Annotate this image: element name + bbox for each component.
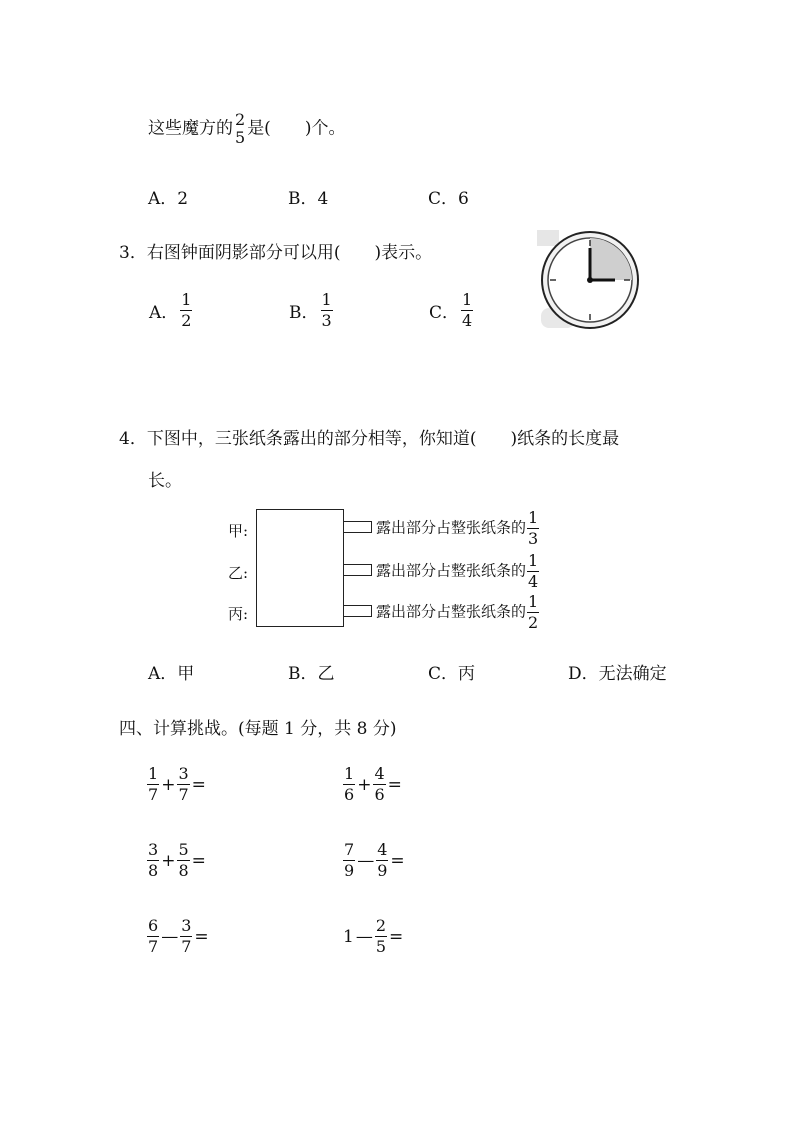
strip-exposed-yi xyxy=(344,564,372,576)
strip-note-bing: 露出部分占整张纸条的 $\frac{1}{2}$ xyxy=(376,592,539,632)
question-text: 下图中，三张纸条露出的部分相等，你知道( )纸条的长度最 xyxy=(146,429,620,449)
prev-option-a[interactable]: A．2 xyxy=(148,189,189,209)
strip-fraction: $\frac{1}{4}$ xyxy=(528,551,539,591)
q4-option-b[interactable]: B．乙 xyxy=(288,664,335,684)
strip-fraction: $\frac{1}{3}$ xyxy=(528,508,539,548)
strip-label-bing: 丙: xyxy=(228,605,249,623)
question-4-stem-line2: 长。 xyxy=(148,471,182,491)
q4-option-a[interactable]: A．甲 xyxy=(148,664,195,684)
stem-text-after: 是( )个。 xyxy=(247,118,346,139)
strip-note-yi: 露出部分占整张纸条的 $\frac{1}{4}$ xyxy=(376,551,539,591)
stem-text-before: 这些魔方的 xyxy=(148,118,233,139)
fraction-two-fifths: 2 5 xyxy=(235,110,246,147)
section-4-title: 四、计算挑战。(每题 1 分，共 8 分) xyxy=(119,719,397,739)
q4-option-c[interactable]: C．丙 xyxy=(428,664,476,684)
option-fraction: $\frac{1}{2}$ xyxy=(181,290,192,330)
q3-option-c[interactable]: C． $\frac{1}{4}$ xyxy=(429,290,473,330)
cover-box xyxy=(256,509,344,627)
strip-note-jia: 露出部分占整张纸条的 $\frac{1}{3}$ xyxy=(376,508,539,548)
calc-problem-r2c2: $\frac{7}{9}$ — $\frac{4}{9}$ = xyxy=(344,840,405,880)
prev-option-c[interactable]: C．6 xyxy=(428,189,469,209)
q3-option-b[interactable]: B． $\frac{1}{3}$ xyxy=(289,290,332,330)
prev-option-b[interactable]: B．4 xyxy=(288,189,329,209)
strip-exposed-jia xyxy=(344,521,372,533)
q3-option-a[interactable]: A． $\frac{1}{2}$ xyxy=(149,290,192,330)
option-fraction: $\frac{1}{4}$ xyxy=(462,290,473,330)
question-4-stem-line1 xyxy=(119,424,619,449)
clock-center xyxy=(587,277,593,283)
clock-icon xyxy=(535,228,647,336)
calc-problem-r1c2: $\frac{1}{6}$ + $\frac{4}{6}$ = xyxy=(344,764,402,804)
option-fraction: $\frac{1}{3}$ xyxy=(321,290,332,330)
calc-problem-r2c1: $\frac{3}{8}$ + $\frac{5}{8}$ = xyxy=(148,840,206,880)
strip-fraction: $\frac{1}{2}$ xyxy=(528,592,539,632)
question-3-stem xyxy=(119,238,432,263)
calc-problem-r3c1: $\frac{6}{7}$ — $\frac{3}{7}$ = xyxy=(148,916,209,956)
prev-question-stem xyxy=(148,112,345,146)
question-text: 右图钟面阴影部分可以用( )表示。 xyxy=(146,243,433,263)
clock-shaded-sector xyxy=(590,238,632,280)
strip-exposed-bing xyxy=(344,605,372,617)
calc-problem-r1c1: $\frac{1}{7}$ + $\frac{3}{7}$ = xyxy=(148,764,206,804)
strip-label-jia: 甲: xyxy=(228,522,249,540)
clock-bg-patch xyxy=(537,230,559,246)
strip-label-yi: 乙: xyxy=(228,564,249,582)
q4-option-d[interactable]: D．无法确定 xyxy=(568,664,667,684)
calc-problem-r3c2: 1 — $\frac{2}{5}$ = xyxy=(343,916,404,956)
question-number: 4． xyxy=(119,429,147,449)
question-number: 3． xyxy=(119,243,147,263)
